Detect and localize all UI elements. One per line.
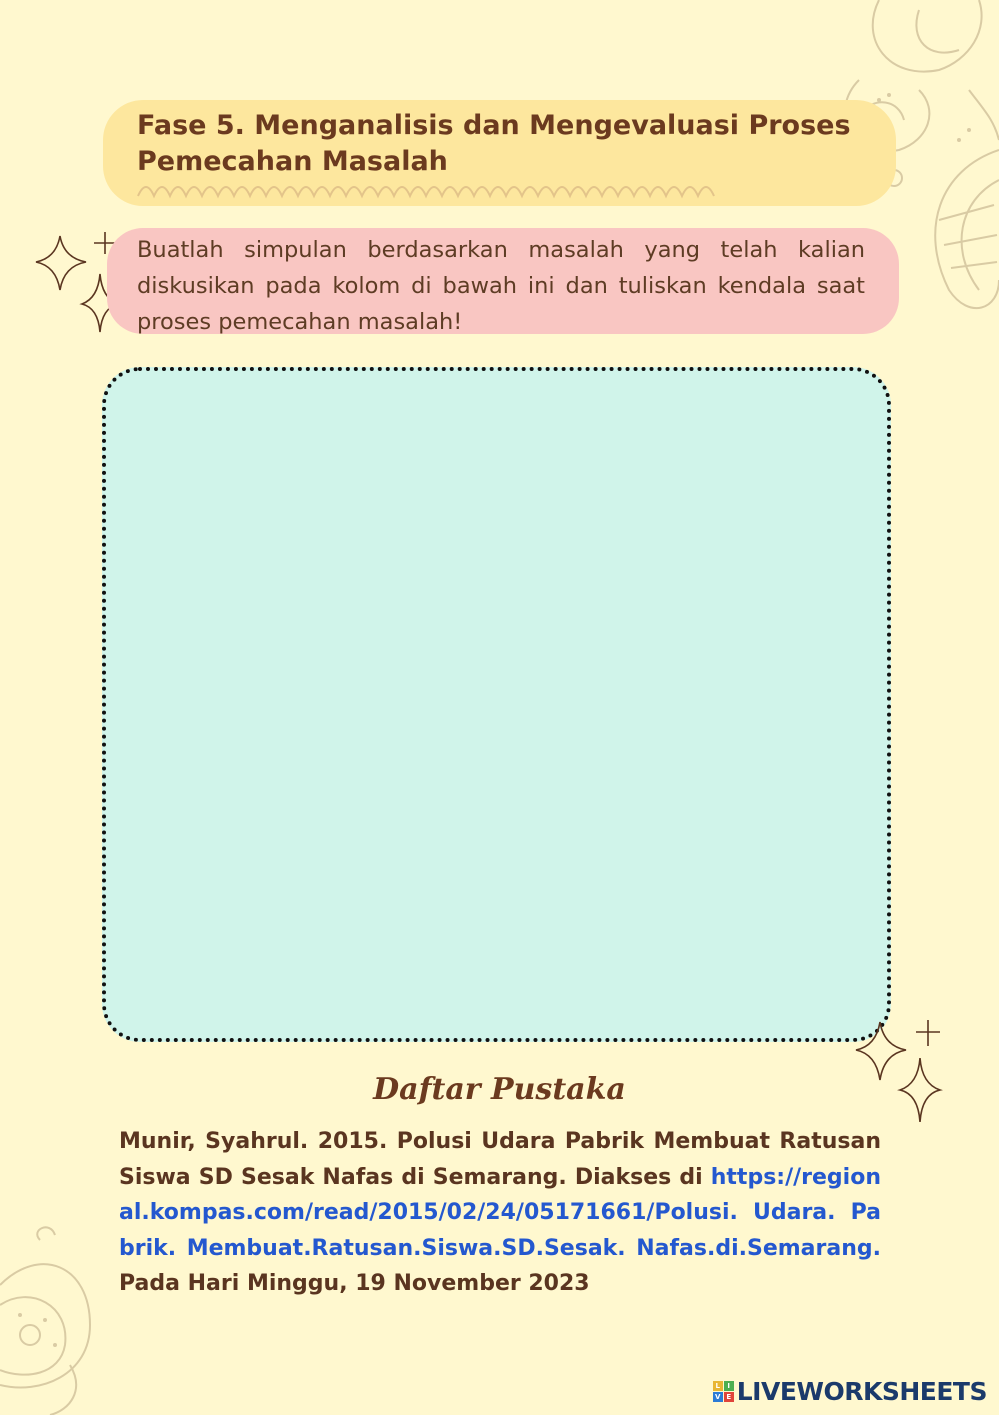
logo-letter: E <box>724 1392 734 1402</box>
answer-box <box>102 367 891 1042</box>
citation-text: Munir, Syahrul. 2015. Polusi Udara Pabrik Membuat Ratusan Siswa SD Sesak Nafas di Semarang. Diakses di <box>119 1129 881 1190</box>
brand-name: LIVEWORKSHEETS <box>736 1376 987 1406</box>
liveworksheets-logo-icon <box>713 1381 734 1402</box>
answer-input[interactable] <box>126 391 867 1018</box>
logo-letter: I <box>724 1381 734 1391</box>
references-heading: Daftar Pustaka <box>373 1072 626 1107</box>
liveworksheets-brand <box>713 1376 987 1406</box>
citation-link[interactable]: https://regional.kompas.com/read/2015/02/24/05171661/Polusi. Udara. Pabrik. Membuat.Ratusan.Siswa.SD.Sesak. Nafas.di.Semarang. <box>119 1164 881 1261</box>
logo-letter: V <box>713 1392 723 1402</box>
page-title: Fase 5. Menganalisis dan Mengevaluasi Proses Pemecahan Masalah <box>137 110 851 177</box>
logo-letter: L <box>713 1381 723 1391</box>
floral-decoration-bottom-left <box>0 1225 110 1415</box>
squiggle-underline <box>136 176 726 200</box>
sparkle-icon <box>852 1016 952 1126</box>
instruction-text: Buatlah simpulan berdasarkan masalah yang telah kalian diskusikan pada kolom di bawah ini dan tuliskan kendala saat proses pemecahan masalah! <box>137 237 865 335</box>
citation-access-date: Pada Hari Minggu, 19 November 2023 <box>119 1271 590 1296</box>
reference-citation <box>119 1124 881 1302</box>
